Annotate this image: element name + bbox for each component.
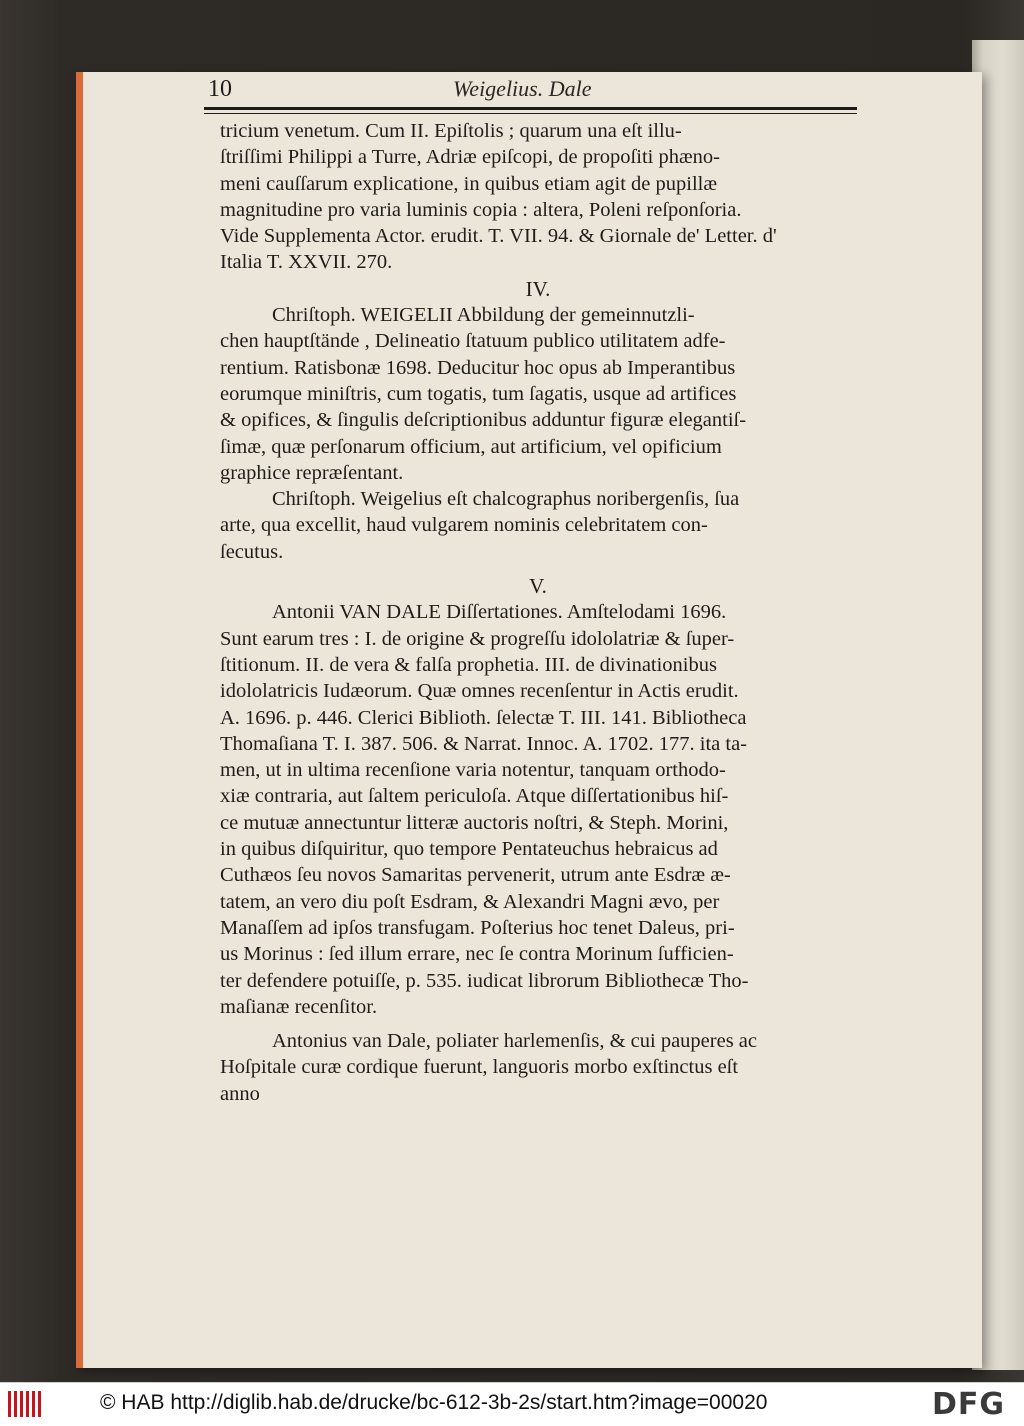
section-heading-v: V. bbox=[529, 574, 547, 599]
text-line: ſtitionum. II. de vera & falſa prophetia. III. de divinationibus bbox=[220, 653, 717, 676]
text-line: eorumque miniſtris, cum togatis, tum ſagatis, usque ad artifices bbox=[220, 382, 737, 405]
section-heading-iv: IV. bbox=[525, 276, 551, 301]
text-line: us Morinus : ſed illum errare, nec ſe contra Morinum ſufficien- bbox=[220, 943, 734, 966]
text-line: Cuthæos ſeu novos Samaritas pervenerit, utrum ante Esdræ æ- bbox=[220, 864, 731, 887]
text-line: Chriſtoph. WEIGELII Abbildung der gemeinnutzli- bbox=[272, 304, 695, 327]
text-line: A. 1696. p. 446. Clerici Biblioth. ſelectæ T. III. 141. Bibliotheca bbox=[220, 706, 747, 729]
text-line: & opifices, & ſingulis deſcriptionibus adduntur figuræ elegantiſ- bbox=[220, 409, 747, 432]
text-line: idololatricis Iudæorum. Quæ omnes recenſentur in Actis erudit. bbox=[220, 680, 739, 703]
text-line: ſecutus. bbox=[220, 540, 284, 563]
paragraph-weigelius-note bbox=[220, 486, 856, 565]
header-rule-thin bbox=[204, 113, 857, 114]
text-line: Antonius van Dale, poliater harlemenſis, & cui pauperes ac bbox=[272, 1030, 758, 1053]
text-line: Hoſpitale curæ cordique fuerunt, languoris morbo exſtinctus eſt bbox=[220, 1056, 739, 1079]
running-head: Weigelius. Dale bbox=[453, 76, 592, 101]
spacer bbox=[220, 1020, 856, 1028]
page-number: 10 bbox=[208, 76, 232, 102]
hab-bars-logo-icon bbox=[8, 1391, 42, 1417]
text-line: ter defendere potuiſſe, p. 535. iudicat librorum Bibliothecæ Tho- bbox=[220, 969, 749, 992]
text-line: in quibus diſquiritur, quo tempore Pentateuchus hebraicus ad bbox=[220, 838, 718, 861]
text-line: Manaſſem ad ipſos transfugam. Poſterius hoc tenet Daleus, pri- bbox=[220, 916, 735, 939]
header-rule-thick bbox=[204, 107, 857, 110]
text-line: chen hauptſtände , Delineatio ſtatuum publico utilitatem adfe- bbox=[220, 330, 726, 353]
text-line: Thomaſiana T. I. 387. 506. & Narrat. Innoc. A. 1702. 177. ita ta- bbox=[220, 732, 747, 755]
paragraph-van-dale-entry bbox=[220, 599, 856, 1020]
text-line: magnitudine pro varia luminis copia : altera, Poleni reſponſoria. bbox=[220, 198, 742, 221]
text-line: ſtriſſimi Philippi a Turre, Adriæ epiſcopi, de propoſiti phæno- bbox=[220, 146, 720, 169]
copyright-url-link[interactable]: © HAB http://diglib.hab.de/drucke/bc-612-3b-2s/start.htm?image=00020 bbox=[100, 1391, 768, 1414]
dfg-logo: DFG bbox=[932, 1387, 1006, 1422]
viewer-footer bbox=[0, 1382, 1024, 1426]
text-line: tatem, an vero diu poſt Esdram, & Alexandri Magni ævo, per bbox=[220, 890, 720, 913]
text-line: Antonii VAN DALE Diſſertationes. Amſtelodami 1696. bbox=[272, 601, 727, 624]
catchword: anno bbox=[220, 1082, 260, 1105]
text-line: arte, qua excellit, haud vulgarem nominis celebritatem con- bbox=[220, 514, 708, 537]
text-line: Vide Supplementa Actor. erudit. T. VII. 94. & Giornale de' Letter. d' bbox=[220, 225, 777, 248]
text-line: men, ut in ultima recenſione varia notentur, tanquam orthodo- bbox=[220, 759, 726, 782]
paragraph-continuation bbox=[220, 118, 856, 276]
page-text bbox=[220, 118, 856, 1107]
spacer bbox=[220, 565, 856, 573]
text-line: rentium. Ratisbonæ 1698. Deducitur hoc opus ab Imperantibus bbox=[220, 356, 736, 379]
paragraph-van-dale-bio bbox=[220, 1028, 856, 1081]
text-line: Italia T. XXVII. 270. bbox=[220, 251, 393, 274]
text-line: ce mutuæ annectuntur litteræ auctoris noſtri, & Steph. Morini, bbox=[220, 811, 729, 834]
page-header bbox=[208, 76, 858, 108]
text-line: meni cauſſarum explicatione, in quibus etiam agit de pupillæ bbox=[220, 172, 718, 195]
text-line: Sunt earum tres : I. de origine & progreſſu idololatriæ & ſuper- bbox=[220, 627, 735, 650]
text-line: ſimæ, quæ perſonarum officium, aut artificium, vel opificium bbox=[220, 435, 722, 458]
text-line: tricium venetum. Cum II. Epiſtolis ; quarum una eſt illu- bbox=[220, 120, 682, 142]
text-line: maſianæ recenſitor. bbox=[220, 995, 378, 1018]
text-line: Chriſtoph. Weigelius eſt chalcographus noribergenſis, ſua bbox=[272, 488, 740, 511]
text-line: xiæ contraria, aut ſaltem periculoſa. Atque diſſertationibus hiſ- bbox=[220, 785, 729, 808]
text-line: graphice repræſentant. bbox=[220, 461, 404, 484]
paragraph-weigelii-entry bbox=[220, 302, 856, 486]
